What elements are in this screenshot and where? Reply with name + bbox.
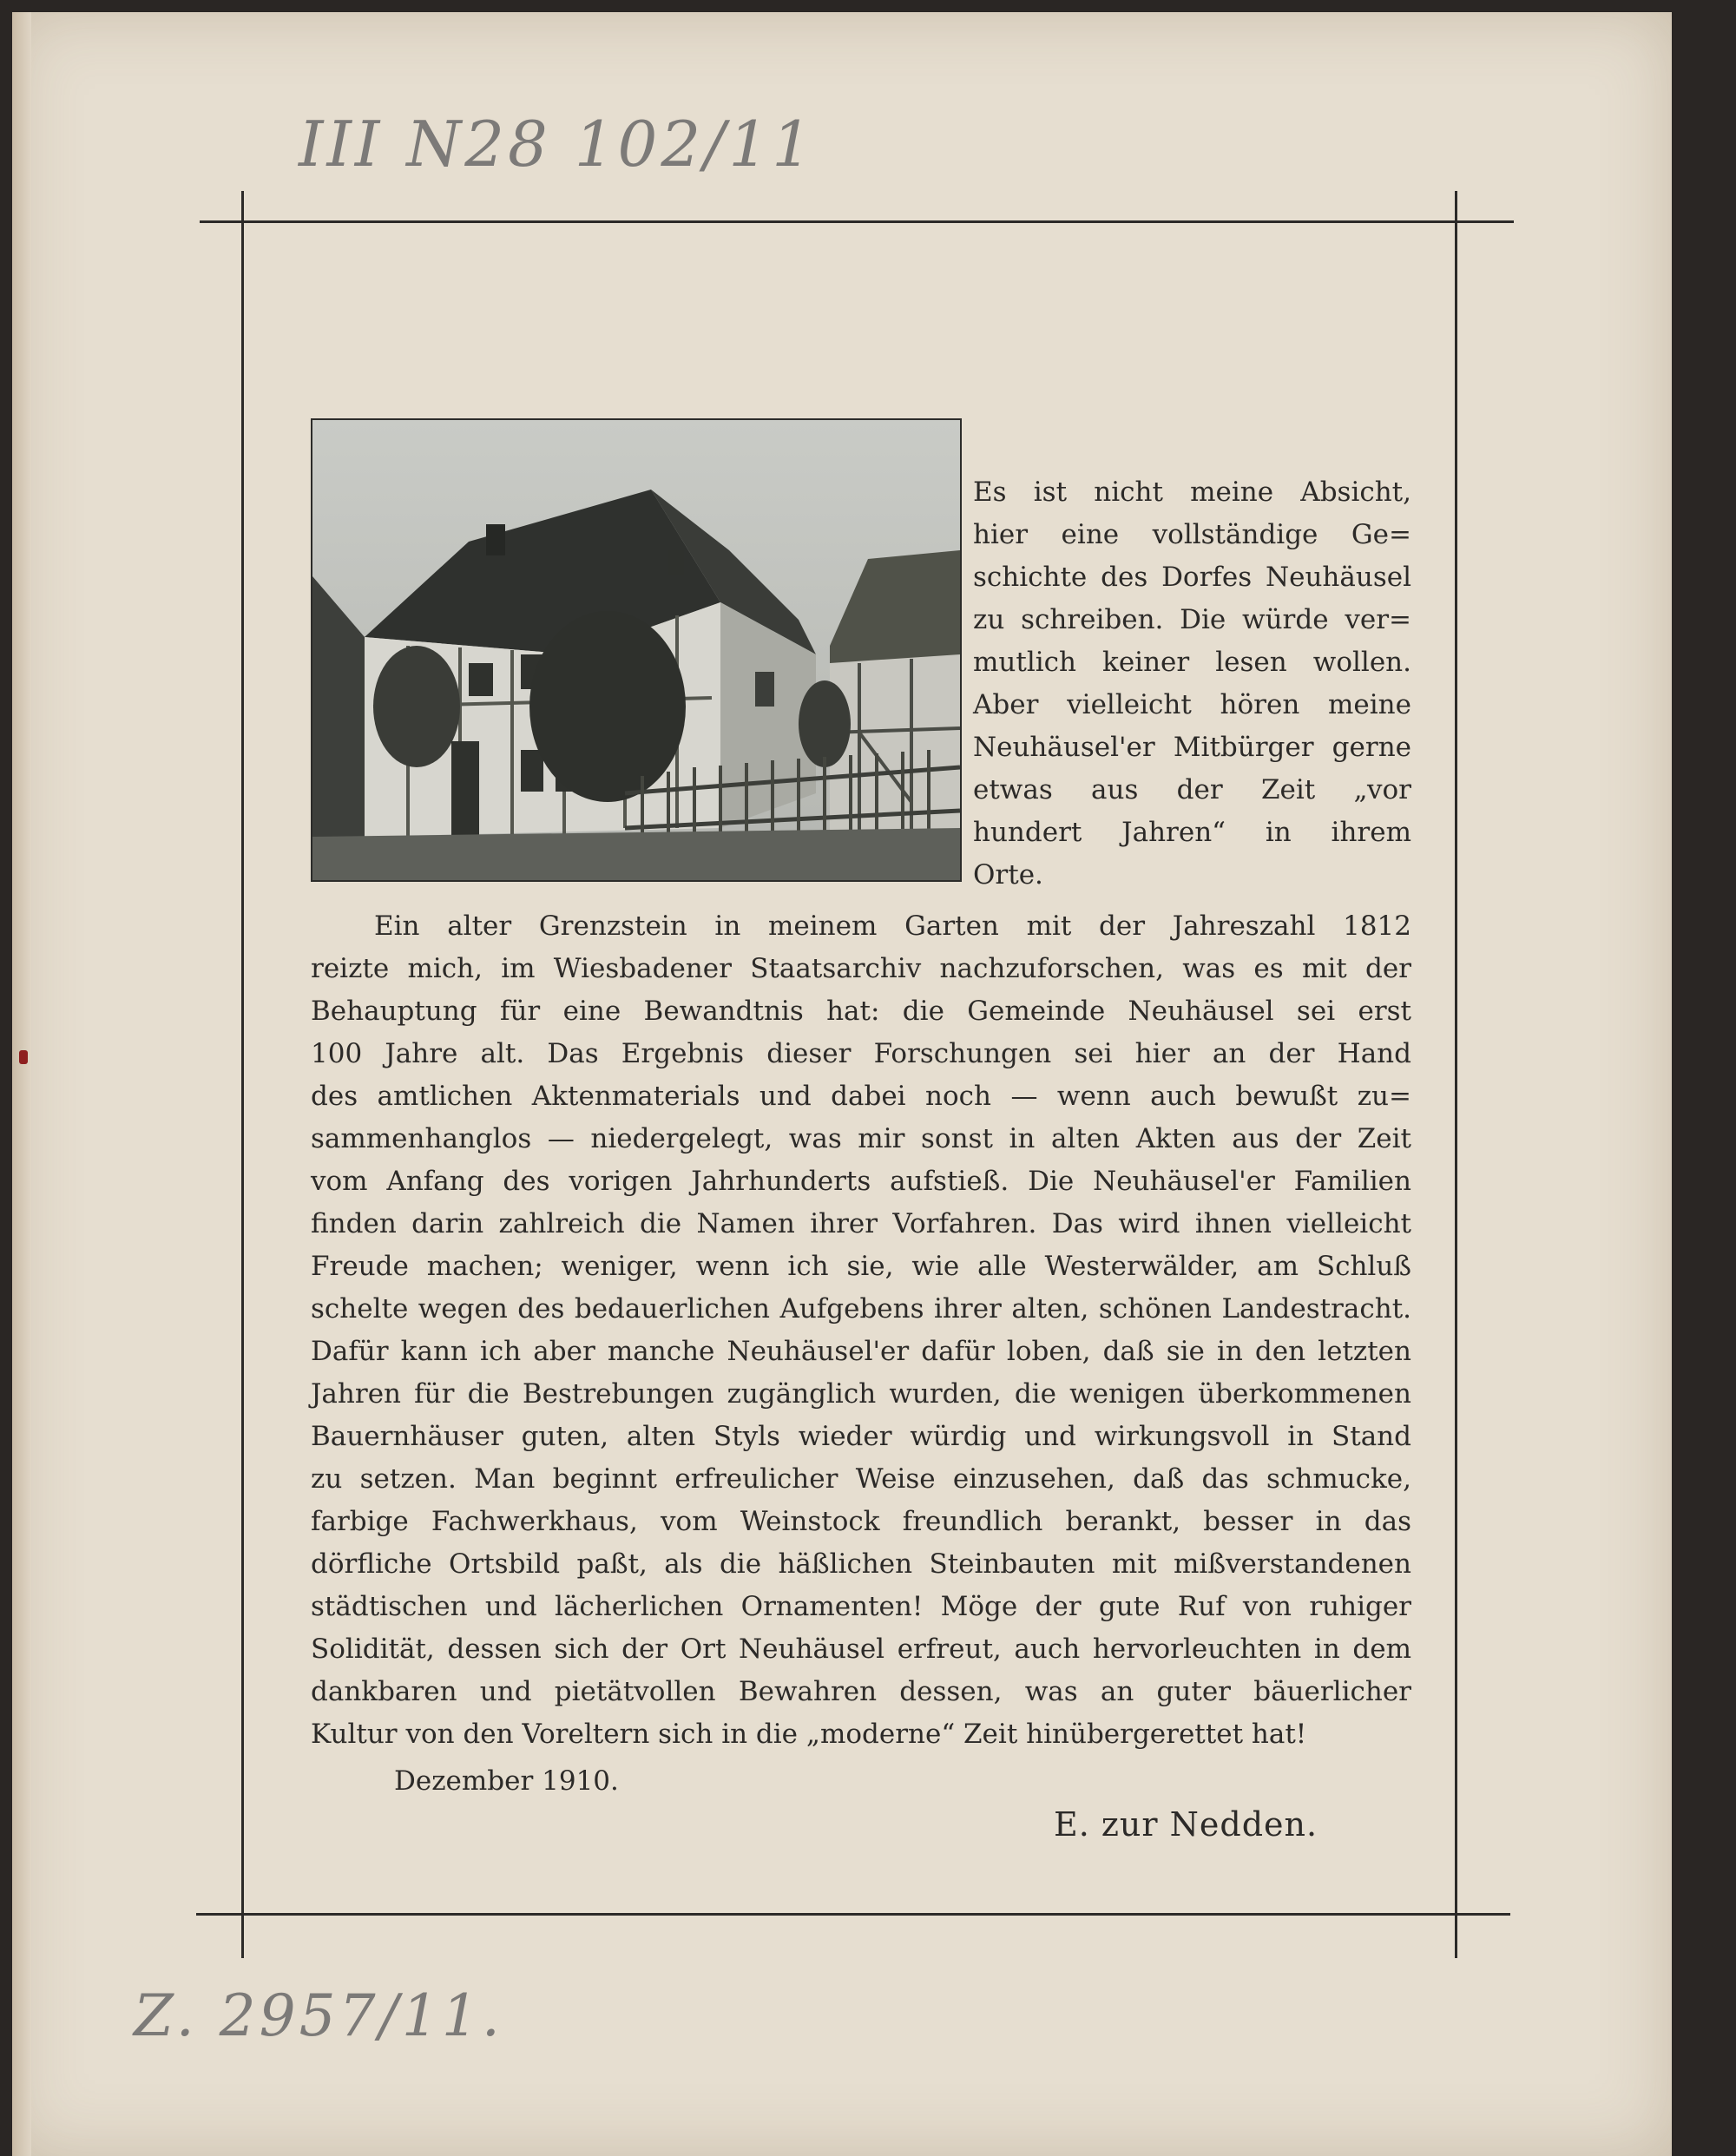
text-line: städtischen und lächerlichen Ornamenten! Möge der gute Ruf von ruhiger	[311, 1591, 1411, 1622]
text-line: Behauptung für eine Bewandtnis hat: die Gemeinde Neuhäusel sei erst	[311, 996, 1411, 1027]
frame-bottom-rule	[196, 1913, 1510, 1916]
intro-paragraph	[973, 471, 1411, 897]
handwritten-shelfmark-top: III N28 102/11	[299, 108, 816, 181]
text-line: Freude machen; weniger, wenn ich sie, wie alle Westerwälder, am Schluß	[311, 1251, 1411, 1282]
text-line: etwas aus der Zeit „vor	[973, 774, 1411, 805]
date-line: Dezember 1910.	[394, 1765, 619, 1797]
text-line: Dafür kann ich aber manche Neuhäusel'er dafür loben, daß sie in den letzten	[311, 1336, 1411, 1367]
text-line: dankbaren und pietätvollen Bewahren dessen, was an guter bäuerlicher	[311, 1676, 1411, 1707]
text-line: zu schreiben. Die würde ver=	[973, 604, 1411, 635]
text-line: Neuhäusel'er Mitbürger gerne	[973, 732, 1411, 763]
text-line: reizte mich, im Wiesbadener Staatsarchiv nachzuforschen, was es mit der	[311, 953, 1411, 984]
signature: E. zur Nedden.	[1054, 1805, 1318, 1844]
text-line: schichte des Dorfes Neuhäusel	[973, 562, 1411, 593]
frame-left-rule	[241, 191, 244, 1958]
text-line: dörfliche Ortsbild paßt, als die häßlichen Steinbauten mit mißverstandenen	[311, 1548, 1411, 1580]
text-line: vom Anfang des vorigen Jahrhunderts aufstieß. Die Neuhäusel'er Familien	[311, 1166, 1411, 1197]
text-line: 100 Jahre alt. Das Ergebnis dieser Forschungen sei hier an der Hand	[311, 1038, 1411, 1069]
text-line: des amtlichen Aktenmaterials und dabei noch — wenn auch bewußt zu=	[311, 1081, 1411, 1112]
text-line: Solidität, dessen sich der Ort Neuhäusel erfreut, auch hervorleuchten in dem	[311, 1633, 1411, 1665]
text-line: Ein alter Grenzstein in meinem Garten mit der Jahreszahl 1812	[374, 910, 1411, 942]
text-line: finden darin zahlreich die Namen ihrer Vorfahren. Das wird ihnen vielleicht	[311, 1208, 1411, 1239]
text-line: mutlich keiner lesen wollen.	[973, 647, 1411, 678]
binding-mark	[19, 1050, 28, 1064]
frame-top-rule	[200, 220, 1514, 223]
text-line: farbige Fachwerkhaus, vom Weinstock freundlich berankt, besser in das	[311, 1506, 1411, 1537]
text-line: Jahren für die Bestrebungen zugänglich wurden, die wenigen überkommenen	[311, 1378, 1411, 1410]
text-line: Kultur von den Voreltern sich in die „moderne“ Zeit hinübergerettet hat!	[311, 1719, 1307, 1750]
text-line: Orte.	[973, 859, 1043, 891]
text-line: sammenhanglos — niedergelegt, was mir sonst in alten Akten aus der Zeit	[311, 1123, 1411, 1154]
text-line: Aber vielleicht hören meine	[973, 689, 1411, 720]
text-line: Bauernhäuser guten, alten Styls wieder würdig und wirkungsvoll in Stand	[311, 1421, 1411, 1452]
text-line: Es ist nicht meine Absicht,	[973, 477, 1411, 508]
house-photo-image	[312, 420, 960, 880]
text-line: zu setzen. Man beginnt erfreulicher Weise einzusehen, daß das schmucke,	[311, 1463, 1411, 1495]
handwritten-shelfmark-bottom: Z. 2957/11.	[134, 1982, 503, 2049]
main-paragraph	[311, 905, 1411, 1756]
text-line: schelte wegen des bedauerlichen Aufgebens ihrer alten, schönen Landestracht.	[311, 1293, 1411, 1324]
photo	[311, 418, 962, 882]
text-line: hier eine vollständige Ge=	[973, 519, 1411, 550]
frame-right-rule	[1455, 191, 1457, 1958]
page	[12, 12, 1672, 2156]
binding-edge	[12, 12, 31, 2156]
text-line: hundert Jahren“ in ihrem	[973, 817, 1411, 848]
